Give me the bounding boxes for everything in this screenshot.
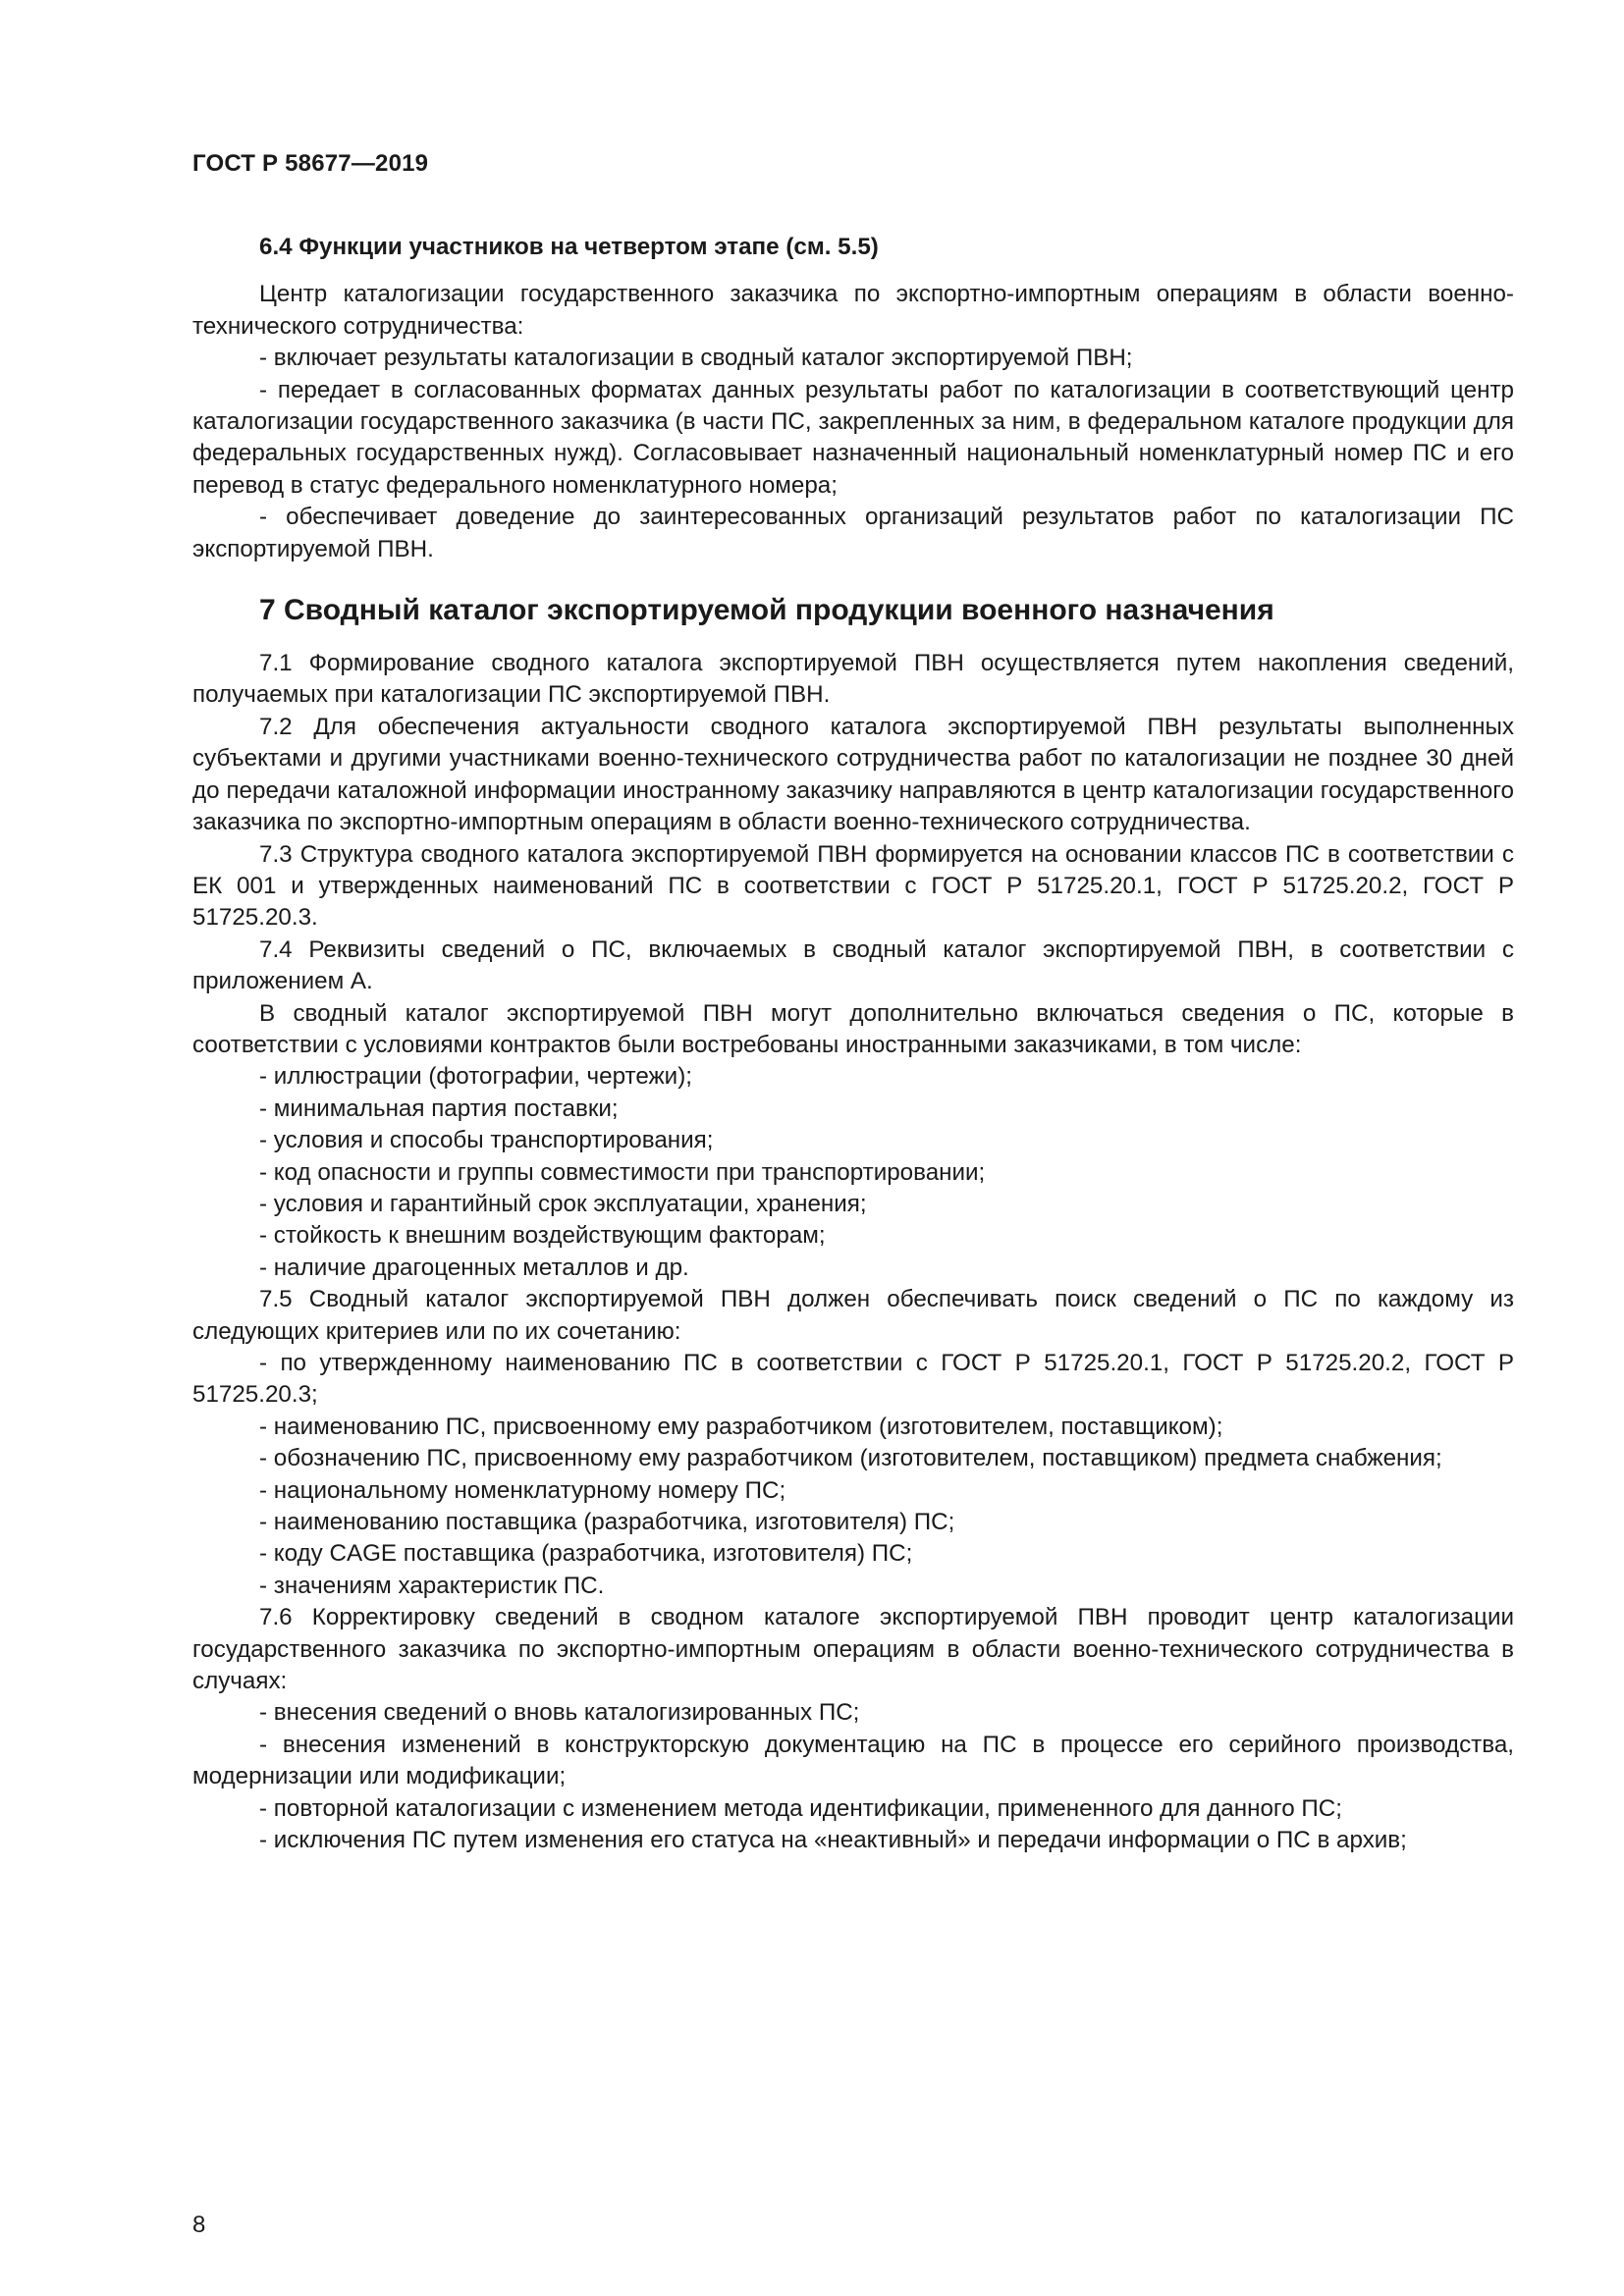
paragraph: 7.6 Корректировку сведений в сводном каталоге экспортируемой ПВН проводит центр каталогизации государственного заказчика по экспортно-импортным операциям в области военно-технического сотрудничества в случаях:	[192, 1604, 1514, 1695]
list-item: - по утвержденному наименованию ПС в соответствии с ГОСТ Р 51725.20.1, ГОСТ Р 51725.20.2, ГОСТ Р 51725.20.3;	[192, 1350, 1514, 1409]
list-item: - обеспечивает доведение до заинтересованных организаций результатов работ по каталогизации ПС экспортируемой ПВН.	[192, 504, 1514, 562]
list-item: - наименованию поставщика (разработчика, изготовителя) ПС;	[259, 1509, 955, 1536]
list-item: - минимальная партия поставки;	[259, 1095, 619, 1122]
list-item: - наличие драгоценных металлов и др.	[259, 1254, 689, 1281]
list-item: - иллюстрации (фотографии, чертежи);	[259, 1063, 692, 1091]
list-item: - стойкость к внешним воздействующим факторам;	[259, 1222, 826, 1250]
paragraph: 7.2 Для обеспечения актуальности сводного каталога экспортируемой ПВН результаты выполненных субъектами и другими участниками военно-технического сотрудничества работ по каталогизации не позднее 30 дней до передачи каталожной информации иностранному заказчику направляются в центр каталогизации государственного заказчика по экспортно-импортным операциям в области военно-технического сотрудничества.	[192, 713, 1514, 836]
section-6-4-title: 6.4 Функции участников на четвертом этапе (см. 5.5)	[259, 234, 879, 260]
list-item: - внесения изменений в конструкторскую документацию на ПС в процессе его серийного производства, модернизации или модификации;	[192, 1731, 1514, 1790]
list-item: - наименованию ПС, присвоенному ему разработчиком (изготовителем, поставщиком);	[259, 1413, 1223, 1440]
document-header: ГОСТ Р 58677—2019	[192, 150, 429, 177]
list-item: - исключения ПС путем изменения его статуса на «неактивный» и передачи информации о ПС в архив;	[259, 1827, 1407, 1854]
paragraph: 7.4 Реквизиты сведений о ПС, включаемых в сводный каталог экспортируемой ПВН, в соответствии с приложением А.	[192, 935, 1514, 995]
section-7-body	[192, 648, 1514, 1856]
paragraph: 7.3 Структура сводного каталога экспортируемой ПВН формируется на основании классов ПС в соответствии с ЕК 001 и утвержденных наименований ПС в соответствии с ГОСТ Р 51725.20.1, ГОСТ Р 51725.20.2, ГОСТ Р 51725.20.3.	[192, 840, 1514, 932]
list-item: - условия и гарантийный срок эксплуатации, хранения;	[259, 1190, 867, 1217]
page-number: 8	[192, 2212, 206, 2238]
list-item: - передает в согласованных форматах данных результаты работ по каталогизации в соответствующий центр каталогизации государственного заказчика (в части ПС, закрепленных за ним, в федеральном каталоге продукции для федеральных государственных нужд). Согласовывает назначенный национальный номенклатурный номер ПС и его перевод в статус федерального номенклатурного номера;	[192, 376, 1514, 499]
section-7-title: 7 Сводный каталог экспортируемой продукции военного назначения	[259, 594, 1274, 627]
list-item: - повторной каталогизации с изменением метода идентификации, примененного для данного ПС;	[259, 1794, 1342, 1822]
section-6-4-body	[192, 279, 1514, 565]
document-body	[192, 232, 1514, 1857]
list-item: - включает результаты каталогизации в сводный каталог экспортируемой ПВН;	[259, 345, 1133, 372]
paragraph: Центр каталогизации государственного заказчика по экспортно-импортным операциям в области военно-технического сотрудничества:	[192, 281, 1514, 340]
paragraph: В сводный каталог экспортируемой ПВН могут дополнительно включаться сведения о ПС, которые в соответствии с условиями контрактов были востребованы иностранными заказчиками, в том числе:	[192, 999, 1514, 1058]
list-item: - национальному номенклатурному номеру ПС;	[259, 1476, 786, 1504]
list-item: - внесения сведений о вновь каталогизированных ПС;	[259, 1699, 860, 1727]
paragraph: 7.1 Формирование сводного каталога экспортируемой ПВН осуществляется путем накопления сведений, получаемых при каталогизации ПС экспортируемой ПВН.	[192, 650, 1514, 709]
paragraph: 7.5 Сводный каталог экспортируемой ПВН должен обеспечивать поиск сведений о ПС по каждому из следующих критериев или по их сочетанию:	[192, 1286, 1514, 1345]
list-item: - значениям характеристик ПС.	[259, 1572, 605, 1599]
list-item: - код опасности и группы совместимости при транспортировании;	[259, 1158, 986, 1186]
list-item: - условия и способы транспортирования;	[259, 1127, 714, 1154]
list-item: - коду CAGE поставщика (разработчика, изготовителя) ПС;	[259, 1540, 913, 1568]
list-item: - обозначению ПС, присвоенному ему разработчиком (изготовителем, поставщиком) предмета снабжения;	[259, 1445, 1442, 1472]
